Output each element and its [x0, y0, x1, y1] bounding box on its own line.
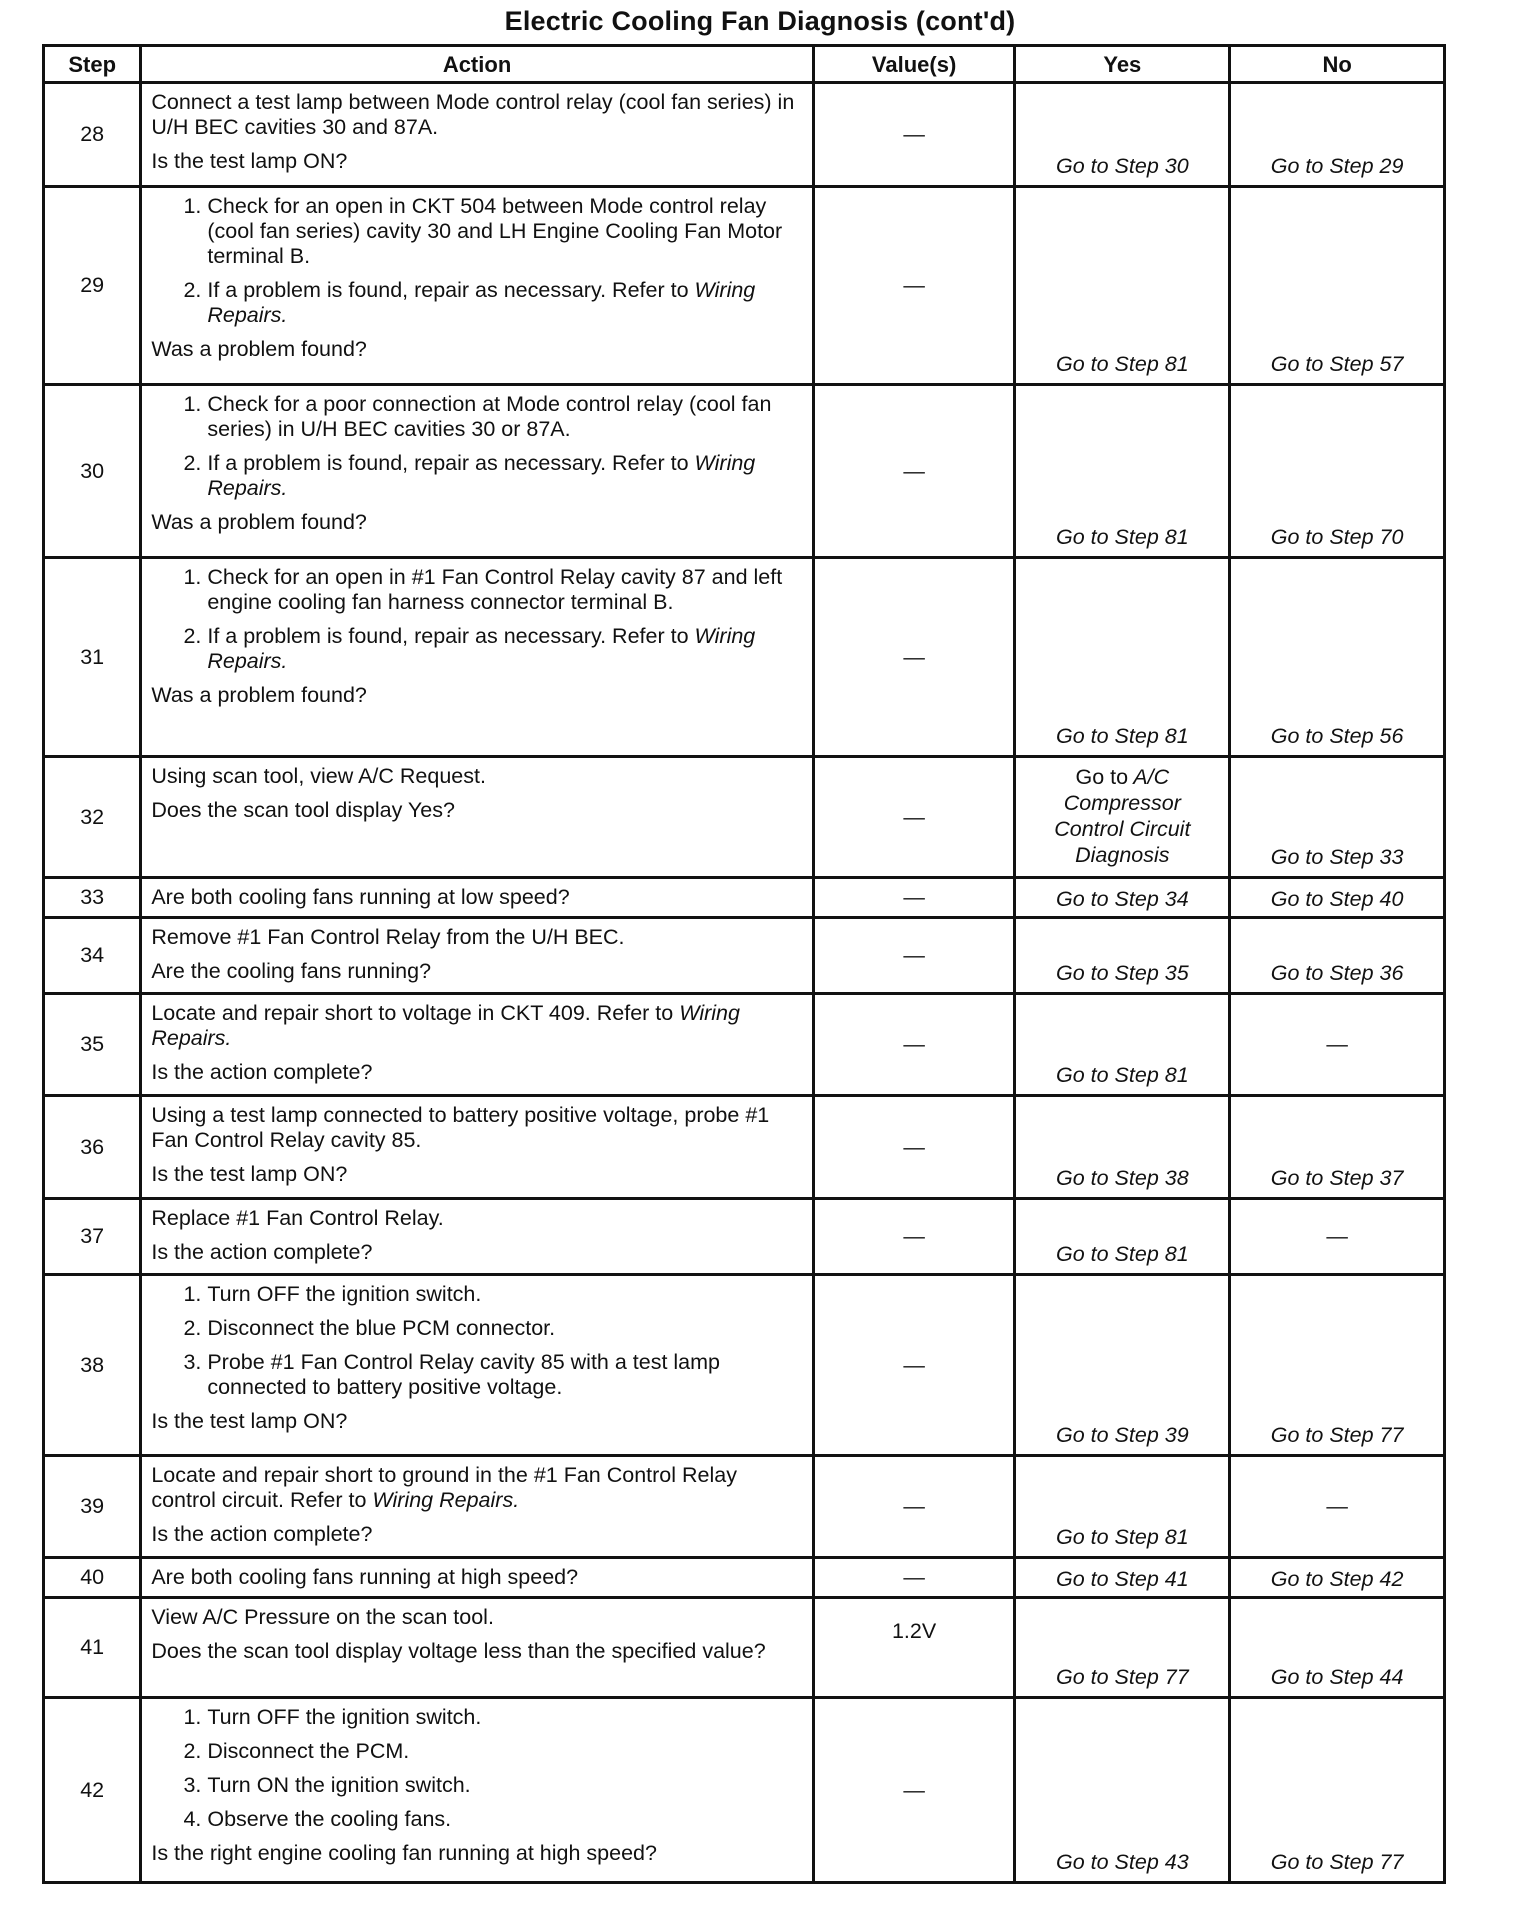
step-number: 37	[44, 1199, 141, 1275]
question-text: Is the test lamp ON?	[151, 149, 348, 173]
instruction-item: 1. Turn OFF the ignition switch.	[207, 1705, 803, 1730]
action-cell	[141, 1456, 813, 1558]
yes-cell: Go to Step 81	[1015, 385, 1230, 558]
yes-cell: Go to Step 81	[1015, 1199, 1230, 1275]
action-cell	[141, 1096, 813, 1199]
question-text: Is the action complete?	[151, 1060, 373, 1084]
action-cell	[141, 83, 813, 187]
yes-cell: Go to Step 34	[1015, 878, 1230, 918]
instruction-item: 1. Turn OFF the ignition switch.	[207, 1282, 803, 1307]
value-cell: —	[813, 918, 1015, 994]
yes-cell: Go to Step 81	[1015, 994, 1230, 1096]
yes-cell: Go to Step 81	[1015, 187, 1230, 385]
table-row-34	[44, 918, 1445, 994]
instruction-item: 1. Check for a poor connection at Mode control relay (cool fan series) in U/H BEC cavities 30 or 87A.	[207, 392, 803, 442]
step-number: 33	[44, 878, 141, 918]
instruction-list	[151, 565, 803, 674]
table-row-42	[44, 1698, 1445, 1883]
question-text: Are the cooling fans running?	[151, 959, 432, 983]
table-row-37	[44, 1199, 1445, 1275]
wiring-repairs-ref: Wiring Repairs.	[372, 1488, 520, 1512]
table-row-28	[44, 83, 1445, 187]
table-row-40	[44, 1558, 1445, 1598]
action-cell	[141, 1558, 813, 1598]
instruction-item: 2. If a problem is found, repair as necessary. Refer to Wiring Repairs.	[207, 451, 803, 501]
action-cell	[141, 757, 813, 878]
value-cell: —	[813, 1096, 1015, 1199]
question-text: Does the scan tool display Yes?	[151, 798, 455, 822]
value-cell: —	[813, 1456, 1015, 1558]
action-cell	[141, 187, 813, 385]
no-cell: Go to Step 77	[1230, 1698, 1445, 1883]
no-cell: Go to Step 70	[1230, 385, 1445, 558]
value-cell: —	[813, 187, 1015, 385]
step-number: 42	[44, 1698, 141, 1883]
no-cell: Go to Step 36	[1230, 918, 1445, 994]
instruction-item: 4. Observe the cooling fans.	[207, 1807, 803, 1832]
question-text: Was a problem found?	[151, 510, 367, 534]
table-row-33	[44, 878, 1445, 918]
step-number: 32	[44, 757, 141, 878]
instruction-item: 2. Disconnect the blue PCM connector.	[207, 1316, 803, 1341]
action-cell	[141, 918, 813, 994]
yes-cell: Go to Step 35	[1015, 918, 1230, 994]
instruction-item: 2. If a problem is found, repair as necessary. Refer to Wiring Repairs.	[207, 624, 803, 674]
value-cell: —	[813, 558, 1015, 757]
no-cell: —	[1230, 994, 1445, 1096]
no-cell: Go to Step 29	[1230, 83, 1445, 187]
value-cell: —	[813, 1558, 1015, 1598]
instruction-text: Locate and repair short to voltage in CKT 409. Refer to Wiring Repairs.	[151, 1001, 740, 1050]
action-cell	[141, 385, 813, 558]
instruction-item: 1. Check for an open in #1 Fan Control Relay cavity 87 and left engine cooling fan harness connector terminal B.	[207, 565, 803, 615]
no-cell: —	[1230, 1199, 1445, 1275]
no-cell: Go to Step 40	[1230, 878, 1445, 918]
value-cell: —	[813, 83, 1015, 187]
instruction-list	[151, 1705, 803, 1832]
step-number: 28	[44, 83, 141, 187]
instruction-list	[151, 194, 803, 328]
instruction-item: 3. Turn ON the ignition switch.	[207, 1773, 803, 1798]
step-number: 34	[44, 918, 141, 994]
question-text: Was a problem found?	[151, 337, 367, 361]
yes-cell: Go to Step 41	[1015, 1558, 1230, 1598]
wiring-repairs-ref: Wiring Repairs.	[207, 624, 756, 673]
no-cell: Go to Step 42	[1230, 1558, 1445, 1598]
wiring-repairs-ref: Wiring Repairs.	[207, 451, 756, 500]
table-row-41	[44, 1598, 1445, 1698]
value-cell: —	[813, 878, 1015, 918]
step-number: 39	[44, 1456, 141, 1558]
instruction-text: Using a test lamp connected to battery positive voltage, probe #1 Fan Control Relay cavity 85.	[151, 1103, 770, 1152]
no-cell: Go to Step 33	[1230, 757, 1445, 878]
wiring-repairs-ref: Wiring Repairs.	[207, 278, 756, 327]
instruction-list	[151, 1282, 803, 1400]
page-title: Electric Cooling Fan Diagnosis (cont'd)	[504, 6, 1016, 36]
table-row-35	[44, 994, 1445, 1096]
instruction-text: Locate and repair short to ground in the #1 Fan Control Relay control circuit. Refer to Wiring Repairs.	[151, 1463, 737, 1512]
instruction-text: Using scan tool, view A/C Request.	[151, 764, 486, 788]
step-number: 41	[44, 1598, 141, 1698]
yes-cell: Go to A/C Compressor Control Circuit Diagnosis	[1015, 757, 1230, 878]
no-cell: —	[1230, 1456, 1445, 1558]
action-cell	[141, 1199, 813, 1275]
action-cell	[141, 878, 813, 918]
table-row-38	[44, 1275, 1445, 1456]
instruction-item: 2. If a problem is found, repair as necessary. Refer to Wiring Repairs.	[207, 278, 803, 328]
question-text: Is the action complete?	[151, 1240, 373, 1264]
yes-cell: Go to Step 38	[1015, 1096, 1230, 1199]
instruction-text: Connect a test lamp between Mode control relay (cool fan series) in U/H BEC cavities 30 and 87A.	[151, 90, 795, 139]
table-row-39	[44, 1456, 1445, 1558]
step-number: 36	[44, 1096, 141, 1199]
no-cell: Go to Step 56	[1230, 558, 1445, 757]
diagnosis-table	[42, 44, 1446, 1884]
value-cell: 1.2V	[813, 1598, 1015, 1698]
action-cell	[141, 1698, 813, 1883]
question-text: Is the test lamp ON?	[151, 1409, 348, 1433]
action-cell	[141, 558, 813, 757]
yes-cell: Go to Step 81	[1015, 1456, 1230, 1558]
header-row	[44, 46, 1445, 83]
wiring-repairs-ref: Wiring Repairs.	[151, 1001, 740, 1050]
header-action: Action	[141, 46, 813, 83]
step-number: 40	[44, 1558, 141, 1598]
instruction-text: View A/C Pressure on the scan tool.	[151, 1605, 494, 1629]
header-step: Step	[44, 46, 141, 83]
action-cell	[141, 994, 813, 1096]
question-text: Is the right engine cooling fan running at high speed?	[151, 1841, 657, 1865]
no-cell: Go to Step 44	[1230, 1598, 1445, 1698]
no-cell: Go to Step 37	[1230, 1096, 1445, 1199]
yes-cell: Go to Step 30	[1015, 83, 1230, 187]
table-row-36	[44, 1096, 1445, 1199]
ac-ref: A/C	[1133, 765, 1170, 789]
step-number: 38	[44, 1275, 141, 1456]
step-number: 31	[44, 558, 141, 757]
instruction-item: 1. Check for an open in CKT 504 between Mode control relay (cool fan series) cavity 30 and LH Engine Cooling Fan Motor terminal B.	[207, 194, 803, 269]
instruction-item: 2. Disconnect the PCM.	[207, 1739, 803, 1764]
step-number: 29	[44, 187, 141, 385]
table-row-32	[44, 757, 1445, 878]
value-cell: —	[813, 994, 1015, 1096]
instruction-item: 3. Probe #1 Fan Control Relay cavity 85 with a test lamp connected to battery positive voltage.	[207, 1350, 803, 1400]
instruction-list	[151, 392, 803, 501]
question-text: Are both cooling fans running at low speed?	[151, 885, 570, 909]
instruction-text: Remove #1 Fan Control Relay from the U/H BEC.	[151, 925, 625, 949]
header-value: Value(s)	[813, 46, 1015, 83]
question-text: Are both cooling fans running at high speed?	[151, 1565, 579, 1589]
action-cell	[141, 1598, 813, 1698]
no-cell: Go to Step 57	[1230, 187, 1445, 385]
no-cell: Go to Step 77	[1230, 1275, 1445, 1456]
value-cell: —	[813, 757, 1015, 878]
table-row-30	[44, 385, 1445, 558]
action-cell	[141, 1275, 813, 1456]
question-text: Does the scan tool display voltage less than the specified value?	[151, 1639, 766, 1663]
table-row-29	[44, 187, 1445, 385]
question-text: Is the test lamp ON?	[151, 1162, 348, 1186]
value-cell: —	[813, 385, 1015, 558]
header-no: No	[1230, 46, 1445, 83]
step-number: 35	[44, 994, 141, 1096]
yes-cell: Go to Step 77	[1015, 1598, 1230, 1698]
yes-cell: Go to Step 43	[1015, 1698, 1230, 1883]
value-cell: —	[813, 1698, 1015, 1883]
yes-cell: Go to Step 39	[1015, 1275, 1230, 1456]
instruction-text: Replace #1 Fan Control Relay.	[151, 1206, 444, 1230]
step-number: 30	[44, 385, 141, 558]
value-cell: —	[813, 1199, 1015, 1275]
question-text: Is the action complete?	[151, 1522, 373, 1546]
table-row-31	[44, 558, 1445, 757]
value-cell: —	[813, 1275, 1015, 1456]
question-text: Was a problem found?	[151, 683, 367, 707]
yes-cell: Go to Step 81	[1015, 558, 1230, 757]
header-yes: Yes	[1015, 46, 1230, 83]
